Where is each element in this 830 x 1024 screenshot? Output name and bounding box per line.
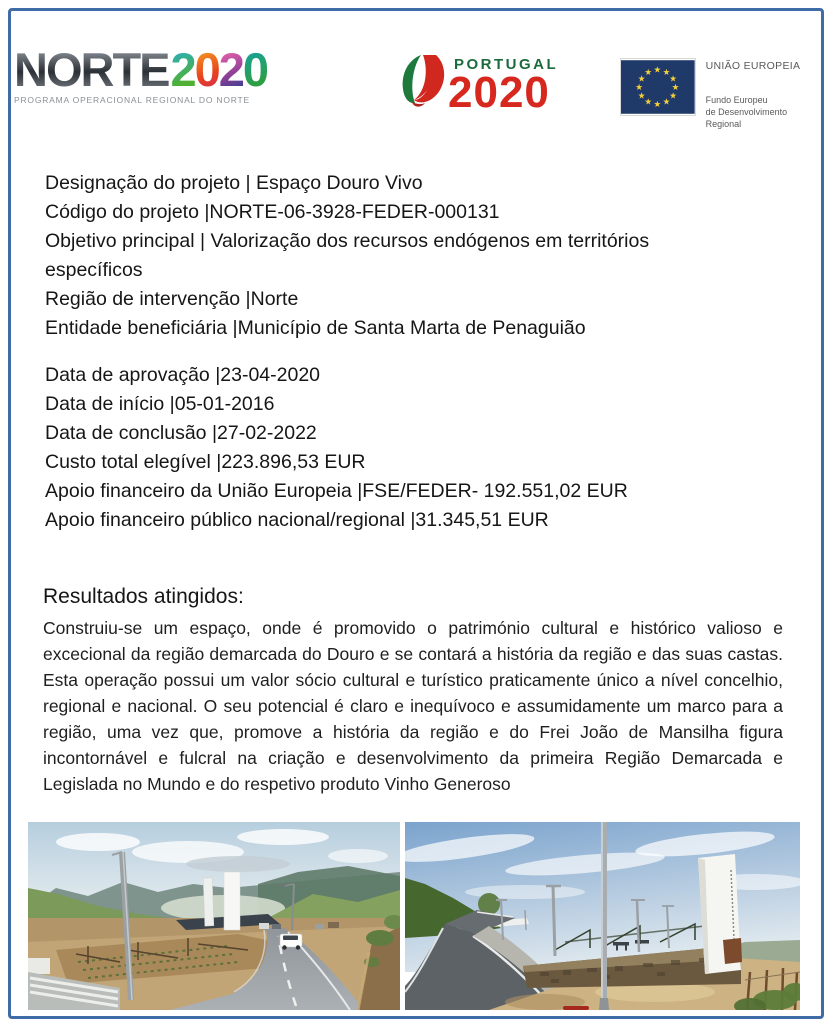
project-finance-section bbox=[45, 361, 780, 535]
info-line-entidade: Entidade beneficiária |Município de Santa Marta de Penaguião bbox=[45, 317, 586, 339]
info-line-aprovacao: Data de aprovação |23-04-2020 bbox=[45, 364, 321, 386]
norte-year-digit-2: 0 bbox=[194, 43, 219, 96]
svg-text:★: ★ bbox=[671, 82, 680, 93]
info-line-inicio: Data de início |05-01-2016 bbox=[45, 393, 275, 415]
svg-text:★: ★ bbox=[653, 65, 662, 76]
portugal-leaf-icon bbox=[400, 52, 450, 110]
svg-text:★: ★ bbox=[669, 91, 677, 102]
results-section bbox=[43, 583, 783, 797]
project-info-section bbox=[45, 169, 780, 343]
info-line-designacao: Designação do projeto | Espaço Douro Vivo bbox=[45, 172, 423, 194]
norte2020-wordmark bbox=[14, 43, 384, 96]
portugal-logo-year: 2020 bbox=[448, 68, 550, 117]
eu-logo-title: UNIÃO EUROPEIA bbox=[705, 60, 801, 72]
svg-text:★: ★ bbox=[662, 68, 671, 79]
eu-logo-text-block bbox=[706, 58, 820, 130]
norte-year-digit-4: 0 bbox=[242, 43, 268, 96]
eu-flag-icon bbox=[620, 58, 696, 116]
norte-logo-text: NORTE bbox=[14, 43, 169, 96]
info-line-apoio-ue: Apoio financeiro da União Europeia |FSE/FEDER- 192.551,02 EUR bbox=[45, 480, 628, 502]
eu-logo bbox=[620, 58, 820, 130]
info-line-regiao: Região de intervenção |Norte bbox=[45, 288, 299, 310]
svg-text:★: ★ bbox=[644, 97, 653, 108]
portugal-logo-text-block bbox=[448, 52, 559, 117]
norte-year-digit-3: 2 bbox=[218, 43, 243, 96]
norte-year-digit-1: 2 bbox=[170, 43, 195, 96]
photo-entrance-monolith bbox=[405, 822, 800, 1010]
eu-fund-line1: Fundo Europeu bbox=[705, 95, 768, 105]
results-paragraph: Construiu-se um espaço, onde é promovido o património cultural e histórico valioso e excecional da região demarcada do Douro e se contará a história da região e das suas castas. Esta operação possui um valor sócio cultural e turístico praticamente único a nível concelhio, regional e nacional. O seu potencial é claro e inequívoco e assumidamente um marco para a região, uma vez que, promove a história da região e do Frei João de Mansilha figura incontornável e fulcral na criação e desenvolvimento da primeira Região Demarcada e Legislada no Mundo e do respetivo produto Vinho Generoso bbox=[43, 618, 783, 794]
svg-text:★: ★ bbox=[637, 74, 646, 85]
photo-road-monoliths bbox=[28, 822, 400, 1010]
svg-text:★: ★ bbox=[662, 97, 671, 108]
info-line-codigo: Código do projeto |NORTE-06-3928-FEDER-000131 bbox=[45, 201, 500, 223]
svg-text:★: ★ bbox=[635, 82, 644, 93]
svg-text:★: ★ bbox=[653, 100, 662, 111]
photos-row bbox=[28, 822, 800, 1010]
eu-fund-line2: de Desenvolvimento Regional bbox=[705, 107, 788, 129]
photo2-red-car-roof bbox=[563, 1006, 589, 1010]
portugal-logo-country: PORTUGAL bbox=[454, 56, 559, 73]
eu-logo-fund bbox=[706, 94, 820, 130]
info-line-conclusao: Data de conclusão |27-02-2022 bbox=[45, 422, 317, 444]
portugal2020-logo bbox=[400, 52, 558, 115]
svg-text:★: ★ bbox=[669, 74, 677, 85]
info-line-objetivo: Objetivo principal | Valorização dos recursos endógenos em territórios bbox=[45, 230, 650, 252]
info-line-custo: Custo total elegível |223.896,53 EUR bbox=[45, 451, 366, 473]
svg-text:★: ★ bbox=[637, 91, 646, 102]
norte-logo-tagline: PROGRAMA OPERACIONAL REGIONAL DO NORTE bbox=[14, 95, 251, 105]
logos-header bbox=[14, 43, 820, 136]
photo2-monolith-sign bbox=[698, 854, 742, 974]
results-heading: Resultados atingidos: bbox=[43, 585, 244, 608]
svg-text:★: ★ bbox=[644, 68, 653, 79]
info-line-apoio-nacional: Apoio financeiro público nacional/regional |31.345,51 EUR bbox=[45, 509, 549, 531]
norte2020-logo bbox=[14, 43, 384, 105]
info-line-objetivo-cont: específicos bbox=[45, 259, 143, 281]
